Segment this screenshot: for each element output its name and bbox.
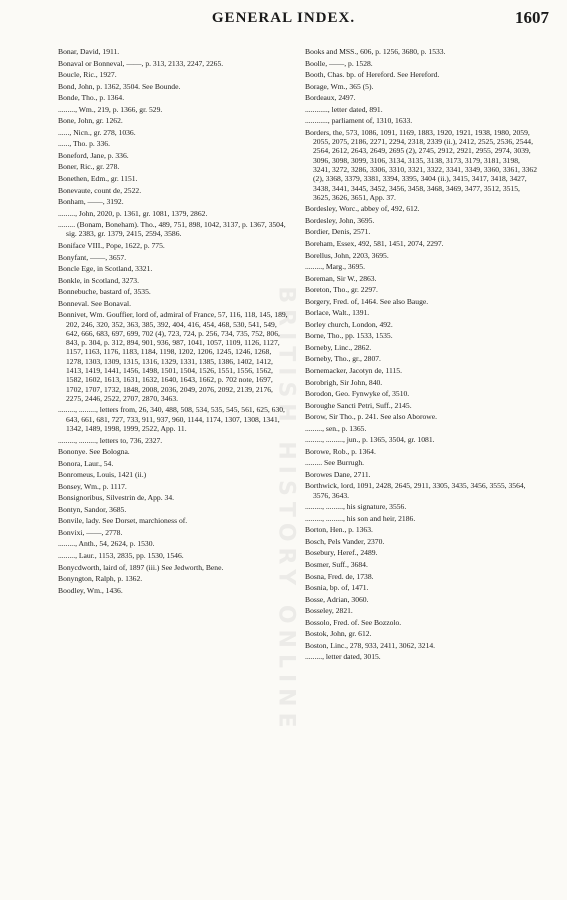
index-entry: Bonnebuche, bastard of, 3535. [58, 287, 151, 297]
index-entry: ......... (Bonam, Boneham). Tho., 489, 751, 898, 1042, 3137, p. 1367, 3504, sig. 2383, gr. 1379, 2415, 2594, 3586. [58, 220, 286, 239]
index-entry: Boston, Linc., 278, 933, 2411, 3062, 3214. [305, 640, 436, 650]
page-header [0, 8, 567, 32]
index-entry: Boroughe Sancti Petri, Suff., 2145. [305, 400, 412, 410]
index-entry: Boreman, Sir W., 2863. [305, 273, 377, 283]
index-entry: Boneford, Jane, p. 336. [58, 150, 129, 160]
index-entry: ........., ........., letters to, 736, 2327. [58, 435, 163, 445]
index-entry: ......... See Burrugh. [305, 458, 365, 468]
index-entry: Bosch, Pels Vander, 2370. [305, 536, 385, 546]
index-entry: Bordeaux, 2497. [305, 93, 356, 103]
index-entry: Bonneval. See Bonaval. [58, 298, 131, 308]
index-entry: Bosnia, bp. of, 1471. [305, 583, 369, 593]
index-entry: Bonethen, Edm., gr. 1151. [58, 174, 138, 184]
index-entry: ........., Laur., 1153, 2835, pp. 1530, 1546. [58, 550, 184, 560]
index-entry: Borodon, Geo. Fynwyke of, 3510. [305, 389, 410, 399]
index-entry: Bontyn, Sandor, 3685. [58, 504, 127, 514]
index-entry: Borobrigh, Sir John, 840. [305, 377, 383, 387]
index-entry: ........., ........., letters from, 26, 340, 488, 508, 534, 535, 545, 561, 625, 630, 643, 661, 681, 727, 733, 911, 937, 960, 1144, 1174, 1307, 1308, 1341, 1342, 1489, 1998, 1999, 2522, App. 11. [58, 405, 285, 433]
index-entry: Booth, Chas. bp. of Hereford. See Hereford. [305, 70, 440, 80]
index-entry: Bonvixi, ——, 2778. [58, 527, 123, 537]
index-entry: Bonde, Tho., p. 1364. [58, 93, 125, 103]
index-entry: Bononye. See Bologna. [58, 447, 130, 457]
index-entry: Borne, Tho., pp. 1533, 1535. [305, 331, 393, 341]
index-entry: ........., Wm., 219, p. 1366, gr. 529. [58, 104, 163, 114]
index-entry: Bordesley, John, 3695. [305, 215, 375, 225]
index-entry: Boner, Ric., gr. 278. [58, 162, 120, 172]
index-entry: ......, Nicn., gr. 278, 1036. [58, 127, 136, 137]
index-entry: Bond, John, p. 1362, 3504. See Bounde. [58, 81, 181, 91]
page-number: 1607 [515, 8, 549, 27]
index-entry: ........., ........., jun., p. 1365, 3504, gr. 1081. [305, 435, 435, 445]
index-entry: Bonsignoribus, Silvestrin de, App. 34. [58, 493, 175, 503]
index-entry: Bornemacker, Jacotyn de, 1115. [305, 366, 402, 375]
index-entry: Bosseley, 2821. [305, 606, 353, 616]
index-entry: Bosna, Fred. de, 1738. [305, 571, 374, 581]
index-entry: Bonsey, Wm., p. 1117. [58, 481, 127, 491]
index-entry: ........., Marg., 3695. [305, 262, 365, 272]
watermark-text: BRITISH HISTORY ONLINE [273, 286, 298, 734]
index-entry: Bosebury, Heref., 2489. [305, 548, 378, 558]
index-entry: Boreham, Essex, 492, 581, 1451, 2074, 2297. [305, 238, 444, 248]
index-entry: Bonycdworth, laird of, 1897 (iii.) See Jedworth, Bene. [58, 562, 224, 572]
index-entry: Boodley, Wm., 1436. [58, 585, 123, 595]
index-entry: Bonkle, in Scotland, 3273. [58, 275, 139, 285]
index-entry: Bonromeus, Louis, 1421 (ii.) [58, 470, 147, 480]
index-entry: ........., sen., p. 1365. [305, 423, 367, 433]
index-entry: ............, letter dated, 891. [305, 104, 383, 114]
index-entry: Boncle Ege, in Scotland, 3321. [58, 264, 153, 274]
index-entry: Borowes Dane, 2711. [305, 469, 371, 479]
index-entry: Bonevaute, count de, 2522. [58, 185, 142, 195]
index-entry: Boucle, Ric., 1927. [58, 70, 117, 80]
index-entry: Bonora, Laur., 54. [58, 458, 114, 468]
index-entry: Bonnivet, Wm. Gouffier, lord of, admiral of France, 57, 116, 118, 145, 189, 202, 246, 320, 352, 363, 385, 392, 404, 416, 454, 468, 530, 541, 549, 642, 666, 683, 697, 699, 702 (4), 723, 724, p. 256, 734, 735, 752, 806, 843, p. 304, p. 312, 894, 901, 936, 987, 1041, 1057, 1109, 1126, 1127, 1157, 1163, 1176, 1183, 1184, 1198, 1202, 1206, 1245, 1246, 1268, 1278, 1303, 1309, 1315, 1316, 1329, 1331, 1385, 1386, 1402, 1412, 1413, 1419, 1441, 1456, 1498, 1501, 1504, 1526, 1551, 1556, 1562, 1582, 1602, 1613, 1631, 1632, 1640, 1643, 1662, p. 702 note, 1697, 1702, 1707, 1732, 1848, 2008, 2036, 2049, 2076, 2092, 2139, 2176, 2275, 2446, 2522, 2707, 2870, 3463. [58, 310, 288, 403]
index-entry: Bonar, David, 1911. [58, 47, 120, 56]
index-entry: Borow, Sir Tho., p. 241. See also Aborowe. [305, 412, 438, 422]
index-entry: Bordesley, Worc., abbey of, 492, 612. [305, 204, 420, 214]
index-entry: Boolle, ——, p. 1528. [305, 58, 373, 68]
index-entry: Borthwick, lord, 1091, 2428, 2645, 2911, 3305, 3435, 3456, 3555, 3564, 3576, 3643. [305, 481, 526, 500]
index-entry: ........., Anth., 54, 2624, p. 1530. [58, 539, 155, 549]
index-entry: Borlace, Walt., 1391. [305, 308, 370, 318]
index-entry: Borowe, Rob., p. 1364. [305, 446, 376, 456]
index-entry: Bosse, Adrian, 3060. [305, 594, 369, 604]
index-entry: Bossolo, Fred. of. See Bozzolo. [305, 617, 402, 627]
index-entry: ........., ........., his son and heir, 2186. [305, 513, 416, 523]
left-index-column [58, 47, 290, 597]
index-entry: ........., letter dated, 3015. [305, 652, 381, 662]
index-entry: ........., ........., his signature, 3556. [305, 502, 407, 512]
index-entry: Bonaval or Bonneval, ——, p. 313, 2133, 2247, 2265. [58, 58, 224, 68]
index-entry: Bonvile, lady. See Dorset, marchioness of. [58, 516, 188, 526]
index-entry: Bone, John, gr. 1262. [58, 116, 123, 126]
index-entry: Bonyngton, Ralph, p. 1362. [58, 574, 143, 584]
index-entry: Borley church, London, 492. [305, 319, 393, 329]
index-entry: Borneby, Linc., 2862. [305, 342, 372, 352]
index-entry: Borage, Wm., 365 (5). [305, 81, 374, 91]
index-entry: Borneby, Tho., gr., 2807. [305, 354, 381, 364]
index-entry: Borton, Hen., p. 1363. [305, 525, 373, 535]
index-entry: ......, Tho. p. 336. [58, 139, 110, 149]
index-entry: Bostok, John, gr. 612. [305, 629, 372, 639]
index-entry: ............, parliament of, 1310, 1633. [305, 116, 413, 126]
right-index-column [305, 47, 537, 664]
index-entry: Books and MSS., 606, p. 1256, 3680, p. 1533. [305, 47, 446, 56]
index-entry: ........., John, 2020, p. 1361, gr. 1081, 1379, 2862. [58, 208, 208, 218]
index-entry: Bordier, Denis, 2571. [305, 227, 371, 237]
index-entry: Borgery, Fred. of, 1464. See also Bauge. [305, 296, 429, 306]
page-title: GENERAL INDEX. [211, 10, 356, 26]
index-entry: Bonham, ——, 3192. [58, 197, 124, 207]
index-entry: Boreton, Tho., gr. 2297. [305, 285, 378, 295]
index-entry: Bonyfant, ——, 3657. [58, 252, 127, 262]
index-entry: Boniface VIII., Pope, 1622, p. 775. [58, 241, 165, 251]
index-entry: Bosmer, Suff., 3684. [305, 560, 368, 570]
index-entry: Borellus, John, 2203, 3695. [305, 250, 389, 260]
index-entry: Borders, the, 573, 1086, 1091, 1169, 1883, 1920, 1921, 1938, 1980, 2059, 2055, 2075, 2186, 2271, 2294, 2318, 2339 (ii.), 2412, 2525, 2536, 2544, 2564, 2612, 2643, 2649, 2695 (2), 2745, 2912, 2921, 2955, 2974, 3039, 3096, 3098, 3099, 3106, 3134, 3135, 3138, 3173, 3179, 3181, 3198, 3241, 3272, 3286, 3306, 3310, 3321, 3322, 3341, 3349, 3360, 3361, 3362 (2), 3368, 3379, 3381, 3394, 3395, 3404 (ii.), 3415, 3417, 3418, 3427, 3438, 3441, 3445, 3452, 3456, 3458, 3468, 3469, 3477, 3512, 3515, 3625, 3626, 3651, App. 37. [305, 127, 538, 202]
